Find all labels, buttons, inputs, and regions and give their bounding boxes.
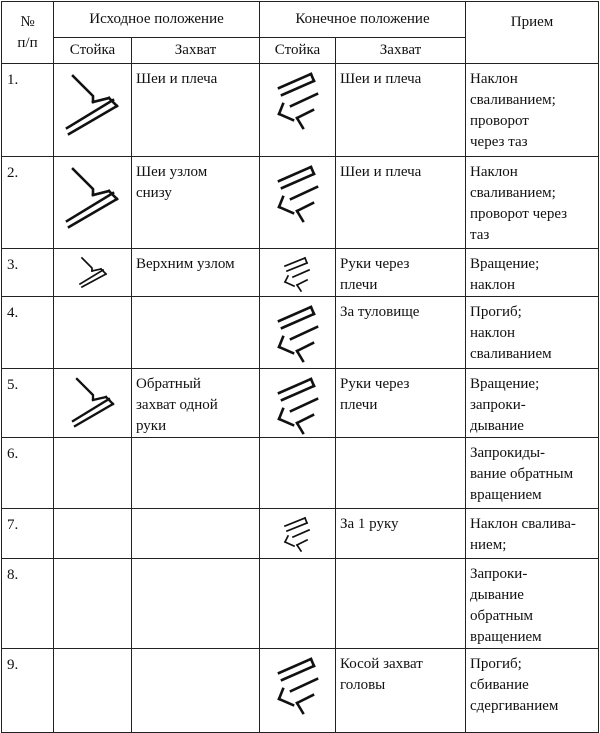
- technique-cell: Запрокиды- вание обратным вращением: [466, 438, 599, 509]
- row-number: 8.: [2, 559, 54, 649]
- row-number: 9.: [2, 649, 54, 733]
- ground-small-icon: [260, 249, 335, 293]
- header-final-grip: Захват: [336, 38, 466, 64]
- final-grip-cell: Руки через плечи: [336, 249, 466, 297]
- final-stance-cell: [260, 157, 336, 249]
- initial-grip-cell: Обратный захват одной руки: [132, 369, 260, 438]
- final-stance-cell: [260, 559, 336, 649]
- ground-large-icon: [260, 369, 335, 435]
- row-number: 7.: [2, 509, 54, 559]
- final-grip-cell: За туловище: [336, 297, 466, 369]
- initial-grip-cell: [132, 509, 260, 559]
- initial-grip-cell: Верхним узлом: [132, 249, 260, 297]
- header-final-stance: Стойка: [260, 38, 336, 64]
- technique-cell: Прогиб; наклон сваливанием: [466, 297, 599, 369]
- ground-small-icon: [260, 509, 335, 553]
- technique-cell: Вращение; наклон: [466, 249, 599, 297]
- initial-stance-cell: [54, 249, 132, 297]
- initial-grip-cell: Шеи и плеча: [132, 64, 260, 157]
- technique-cell: Наклон свалива- нием;: [466, 509, 599, 559]
- ground-large-icon: [260, 157, 335, 223]
- technique-cell: Прогиб; сбивание сдергиванием: [466, 649, 599, 733]
- initial-stance-cell: [54, 64, 132, 157]
- initial-grip-cell: [132, 438, 260, 509]
- initial-stance-cell: [54, 649, 132, 733]
- final-grip-cell: Косой захват головы: [336, 649, 466, 733]
- final-stance-cell: [260, 369, 336, 438]
- stance-medium-icon: [54, 369, 131, 433]
- final-stance-cell: [260, 438, 336, 509]
- table-row: [2, 297, 599, 369]
- header-initial-position: Исходное положение: [54, 2, 260, 38]
- row-number: 3.: [2, 249, 54, 297]
- initial-stance-cell: [54, 157, 132, 249]
- techniques-table: [1, 1, 599, 733]
- row-number: 1.: [2, 64, 54, 157]
- initial-stance-cell: [54, 297, 132, 369]
- row-number: 6.: [2, 438, 54, 509]
- header-initial-grip: Захват: [132, 38, 260, 64]
- ground-large-icon: [260, 297, 335, 363]
- initial-stance-cell: [54, 559, 132, 649]
- final-stance-cell: [260, 64, 336, 157]
- row-number: 5.: [2, 369, 54, 438]
- final-grip-cell: [336, 438, 466, 509]
- final-grip-cell: За 1 руку: [336, 509, 466, 559]
- initial-stance-cell: [54, 509, 132, 559]
- final-stance-cell: [260, 509, 336, 559]
- technique-cell: Вращение; запроки- дывание: [466, 369, 599, 438]
- final-stance-cell: [260, 649, 336, 733]
- initial-grip-cell: Шеи узлом снизу: [132, 157, 260, 249]
- header-technique: Прием: [466, 2, 599, 64]
- final-grip-cell: Шеи и плеча: [336, 157, 466, 249]
- final-grip-cell: Шеи и плеча: [336, 64, 466, 157]
- table-row: [2, 559, 599, 649]
- final-grip-cell: Руки через плечи: [336, 369, 466, 438]
- initial-grip-cell: [132, 649, 260, 733]
- ground-large-icon: [260, 649, 335, 715]
- stance-small-icon: [54, 249, 131, 291]
- technique-cell: Наклон сваливанием; проворот через таз: [466, 64, 599, 157]
- table-row: [2, 157, 599, 249]
- row-number: 4.: [2, 297, 54, 369]
- table-row: [2, 369, 599, 438]
- table-row: [2, 64, 599, 157]
- stance-large-icon: [54, 157, 131, 241]
- table-row: [2, 509, 599, 559]
- initial-grip-cell: [132, 297, 260, 369]
- initial-stance-cell: [54, 438, 132, 509]
- header-initial-stance: Стойка: [54, 38, 132, 64]
- table-row: [2, 249, 599, 297]
- technique-cell: Наклон сваливанием; проворот через таз: [466, 157, 599, 249]
- final-stance-cell: [260, 249, 336, 297]
- header-number: № п/п: [2, 2, 54, 64]
- stance-large-icon: [54, 64, 131, 148]
- row-number: 2.: [2, 157, 54, 249]
- final-stance-cell: [260, 297, 336, 369]
- final-grip-cell: [336, 559, 466, 649]
- ground-large-icon: [260, 64, 335, 130]
- initial-stance-cell: [54, 369, 132, 438]
- header-final-position: Конечное положение: [260, 2, 466, 38]
- table-row: [2, 649, 599, 733]
- table-row: [2, 438, 599, 509]
- initial-grip-cell: [132, 559, 260, 649]
- technique-cell: Запроки- дывание обратным вращением: [466, 559, 599, 649]
